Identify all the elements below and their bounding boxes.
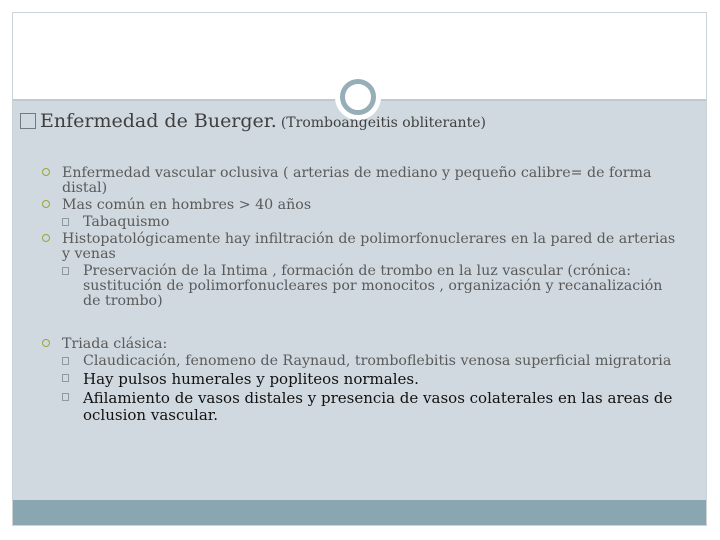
square-bullet-icon [62,218,69,226]
sub-list-item-text: Afilamiento de vasos distales y presencia de vasos colaterales en las areas de oclusion vascular. [83,389,673,424]
list-item [40,337,680,352]
list-item [40,232,680,262]
list-item-text: Triada clásica: [62,336,168,352]
list-item [40,166,680,196]
list-item-text: Enfermedad vascular oclusiva ( arterias de mediano y pequeño calibre= de forma distal) [62,165,652,196]
circle-bullet-icon [42,168,50,176]
slide-title [20,110,680,132]
sub-list-item-text: Hay pulsos humerales y popliteos normales. [83,370,419,388]
sub-list-item [40,354,680,369]
bullet-list [40,166,680,426]
circle-bullet-icon [42,200,50,208]
sub-list-item-text: Tabaquismo [83,214,170,230]
list-item-text: Mas común en hombres > 40 años [62,197,312,213]
sub-list-item [40,371,680,388]
square-bullet-icon [62,393,69,401]
circle-bullet-icon [42,234,50,242]
square-bullet-icon [62,357,69,365]
sub-list-item [40,390,680,424]
square-bullet-icon [62,267,69,275]
title-subtitle: (Tromboangeitis obliterante) [280,115,486,131]
list-item [40,198,680,213]
sub-list-item [40,215,680,230]
square-bullet-icon [62,374,69,382]
footer-band [13,500,706,525]
sub-list-item-text: Claudicación, fenomeno de Raynaud, tromboflebitis venosa superficial migratoria [83,353,672,369]
list-item-text: Histopatológicamente hay infiltración de polimorfonuclerares en la pared de arterias y venas [62,231,676,262]
circle-bullet-icon [42,339,50,347]
spacer [40,311,680,337]
title-main: Enfermedad de Buerger. [40,110,277,132]
checkbox-icon [20,113,36,129]
sub-list-item-text: Preservación de la Intima , formación de trombo en la luz vascular (crónica: sustitución de polimorfonucleares por monocitos , organización y recanalización de trombo) [83,263,663,309]
sub-list-item [40,264,680,309]
